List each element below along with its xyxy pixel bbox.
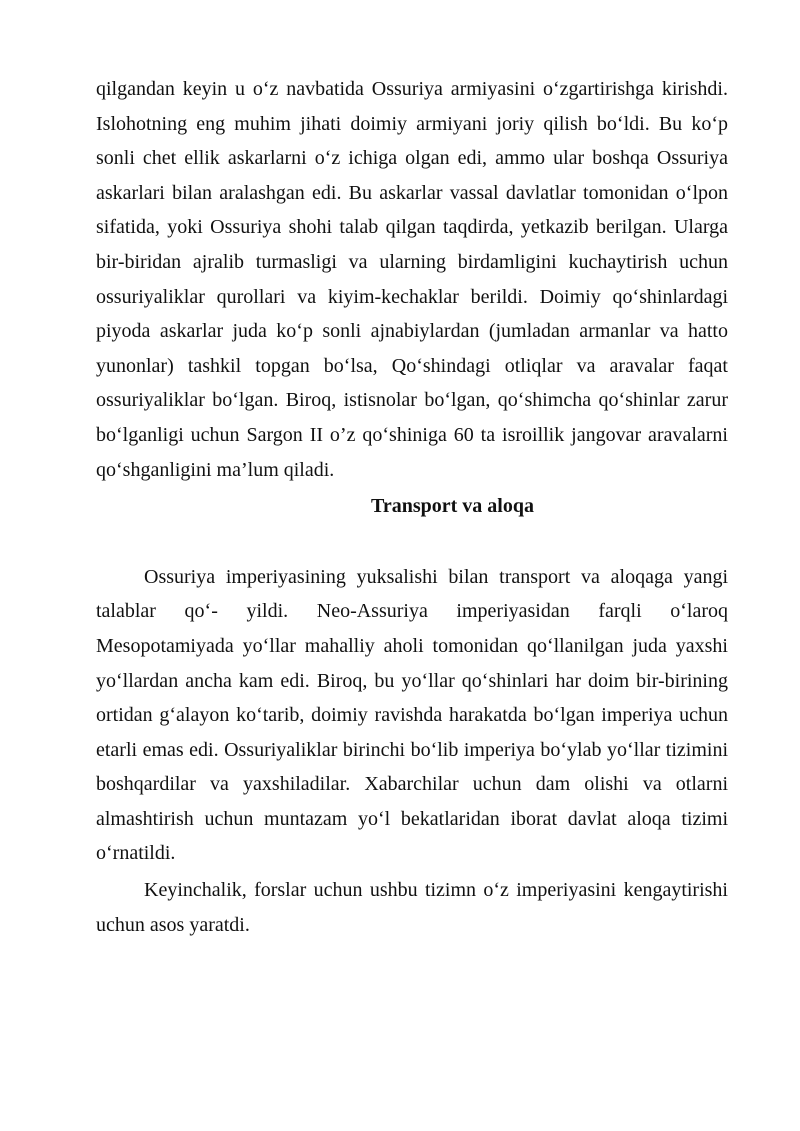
heading-spacer	[96, 524, 728, 560]
paragraph-army-reform: qilgandan keyin u o‘z navbatida Ossuriya armiyasini o‘zgartirishga kirishdi. Islohotning eng muhim jihati doimiy armiyani joriy qilish bo‘ldi. Bu ko‘p sonli chet ellik askarlarni o‘z ichiga olgan edi, ammo ular boshqa Ossuriya askarlari bilan aralashgan edi. Bu askarlar vassal davlatlar tomonidan o‘lpon sifatida, yoki Ossuriya shohi talab qilgan taqdirda, yetkazib berilgan. Ularga bir-biridan ajralib turmasligi va ularning birdamligini kuchaytirish uchun ossuriyaliklar qurollari va kiyim-kechaklar berildi. Doimiy qo‘shinlardagi piyoda askarlar juda ko‘p sonli ajnabiylardan (jumladan armanlar va hatto yunonlar) tashkil topgan bo‘lsa, Qo‘shindagi otliqlar va aravalar faqat ossuriyaliklar bo‘lgan. Biroq, istisnolar bo‘lgan, qo‘shimcha qo‘shinlar zarur bo‘lganligi uchun Sargon II o’z qo‘shiniga 60 ta isroillik jangovar aravalarni qo‘shganligini ma’lum qiladi.	[96, 78, 728, 481]
paragraph-persians: Keyinchalik, forslar uchun ushbu tizimn o‘z imperiyasini kengaytirishi uchun asos yaratdi.	[96, 879, 728, 936]
paragraph-transport: Ossuriya imperiyasining yuksalishi bilan transport va aloqaga yangi talablar qo‘- yildi. Neo-Assuriya imperiyasidan farqli o‘laroq Mesopotamiyada yo‘llar mahalliy aholi tomonidan qo‘llanilgan juda yaxshi yo‘llardan ancha kam edi. Biroq, bu yo‘llar qo‘shinlari har doim bir-birining ortidan g‘alayon ko‘tarib, doimiy ravishda harakatda bo‘lgan imperiya uchun etarli emas edi. Ossuriyaliklar birinchi bo‘lib imperiya bo‘ylab yo‘llar tizimini boshqardilar va yaxshiladilar. Xabarchilar uchun dam olishi va otlarni almashtirish uchun muntazam yo‘l bekatlaridan iborat davlat aloqa tizimi o‘rnatildi.	[96, 565, 728, 865]
section-heading: Transport va aloqa	[371, 495, 534, 518]
